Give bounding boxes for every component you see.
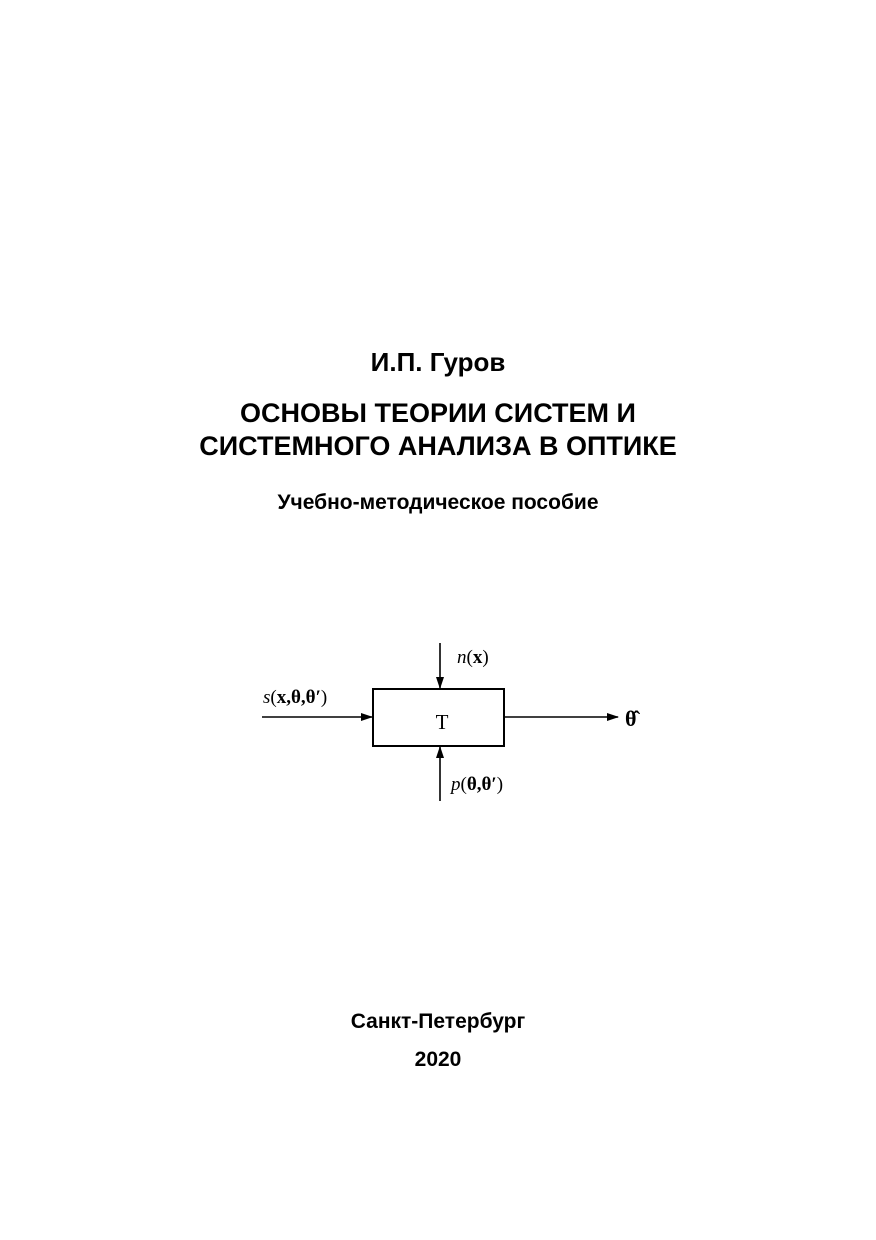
output-estimate-label: θ̂ xyxy=(625,706,637,731)
book-subtitle: Учебно-методическое пособие xyxy=(277,491,599,514)
noise-label: n(x) xyxy=(457,647,489,668)
publication-city: Санкт-Петербург xyxy=(350,1010,526,1033)
author-name: И.П. Гуров xyxy=(370,347,506,377)
system-block xyxy=(373,689,504,746)
publication-year: 2020 xyxy=(414,1048,462,1071)
book-title-line-1: ОСНОВЫ ТЕОРИИ СИСТЕМ И xyxy=(240,398,636,428)
prior-distribution-label: p(θ,θ′) xyxy=(451,774,504,795)
system-block-label: T xyxy=(435,710,449,734)
input-signal-label: s(x,θ,θ′) xyxy=(263,687,328,708)
book-title-line-2: СИСТЕМНОГО АНАЛИЗА В ОПТИКЕ xyxy=(199,431,677,461)
